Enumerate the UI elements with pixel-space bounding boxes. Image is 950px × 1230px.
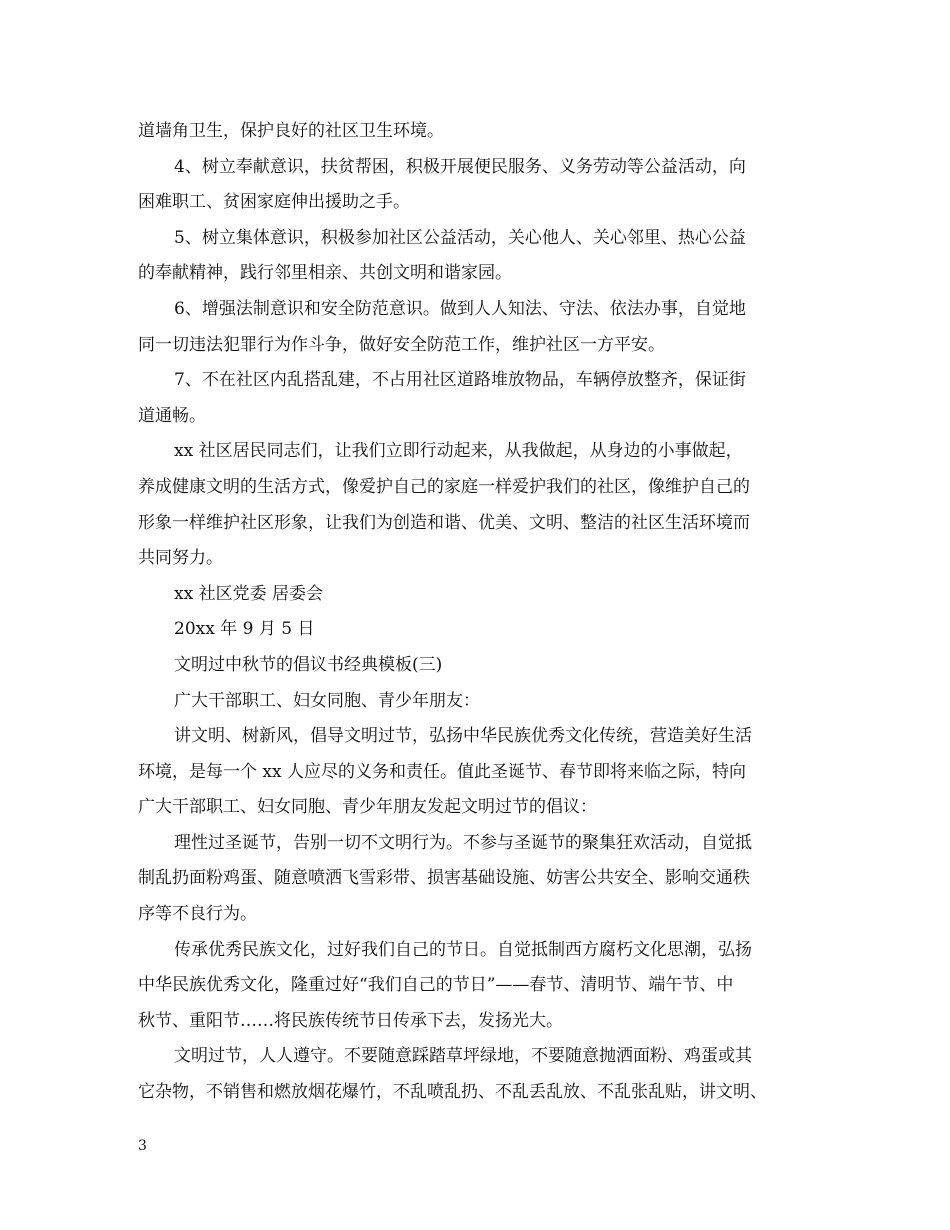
text-line: 养成健康文明的生活方式，像爱护自己的家庭一样爱护我们的社区，像维护自己的 bbox=[138, 476, 750, 497]
text-line: xx 社区居民同志们，让我们立即行动起来，从我做起，从身边的小事做起， bbox=[174, 441, 743, 462]
text-line: 困难职工、贫困家庭伸出援助之手。 bbox=[138, 192, 410, 213]
text-line: 讲文明、树新风，倡导文明过节，弘扬中华民族优秀文化传统，营造美好生活 bbox=[174, 726, 752, 747]
text-line: 道墙角卫生，保护良好的社区卫生环境。 bbox=[138, 121, 444, 141]
text-line: 传承优秀民族文化，过好我们自己的节日。自觉抵制西方腐朽文化思潮，弘扬 bbox=[174, 939, 752, 960]
text-line: 序等不良行为。 bbox=[138, 904, 257, 925]
text-line: 共同努力。 bbox=[138, 548, 223, 569]
text-line: 制乱扔面粉鸡蛋、随意喷洒飞雪彩带、损害基础设施、妨害公共安全、影响交通秩 bbox=[138, 868, 750, 889]
text-line: 它杂物，不销售和燃放烟花爆竹，不乱喷乱扔、不乱丢乱放、不乱张乱贴，讲文明、 bbox=[138, 1082, 767, 1103]
text-line: xx 社区党委 居委会 bbox=[174, 583, 323, 604]
text-line: 环境，是每一个 xx 人应尽的义务和责任。值此圣诞节、春节即将来临之际，特向 bbox=[138, 761, 746, 782]
text-line: 文明过节，人人遵守。不要随意踩踏草坪绿地，不要随意抛洒面粉、鸡蛋或其 bbox=[174, 1046, 752, 1067]
text-line: 形象一样维护社区形象，让我们为创造和谐、优美、文明、整洁的社区生活环境而 bbox=[138, 512, 750, 533]
text-line: 5、树立集体意识，积极参加社区公益活动，关心他人、关心邻里、热心公益 bbox=[174, 227, 746, 248]
text-line: 广大干部职工、妇女同胞、青少年朋友发起文明过节的倡议： bbox=[138, 797, 597, 818]
document-body bbox=[138, 114, 828, 1111]
text-line: 文明过中秋节的倡议书经典模板(三) bbox=[174, 654, 443, 675]
text-line: 理性过圣诞节，告别一切不文明行为。不参与圣诞节的聚集狂欢活动，自觉抵 bbox=[174, 832, 752, 853]
text-line: 道通畅。 bbox=[138, 405, 206, 426]
text-line: 广大干部职工、妇女同胞、青少年朋友： bbox=[174, 690, 480, 711]
text-line: 的奉献精神，践行邻里相亲、共创文明和谐家园。 bbox=[138, 263, 512, 284]
text-line: 20xx 年 9 月 5 日 bbox=[174, 619, 315, 640]
page-number: 3 bbox=[138, 1138, 147, 1154]
text-line: 同一切违法犯罪行为作斗争，做好安全防范工作，维护社区一方平安。 bbox=[138, 334, 665, 355]
text-line: 4、树立奉献意识，扶贫帮困，积极开展便民服务、义务劳动等公益活动，向 bbox=[174, 156, 746, 177]
text-line: 7、不在社区内乱搭乱建，不占用社区道路堆放物品，车辆停放整齐，保证街 bbox=[174, 370, 746, 391]
text-line: 6、增强法制意识和安全防范意识。做到人人知法、守法、依法办事，自觉地 bbox=[174, 298, 746, 319]
text-line: 秋节、重阳节……将民族传统节日传承下去，发扬光大。 bbox=[138, 1010, 563, 1031]
text-line: 中华民族优秀文化，隆重过好“我们自己的节日”——春节、清明节、端午节、中 bbox=[138, 975, 734, 996]
